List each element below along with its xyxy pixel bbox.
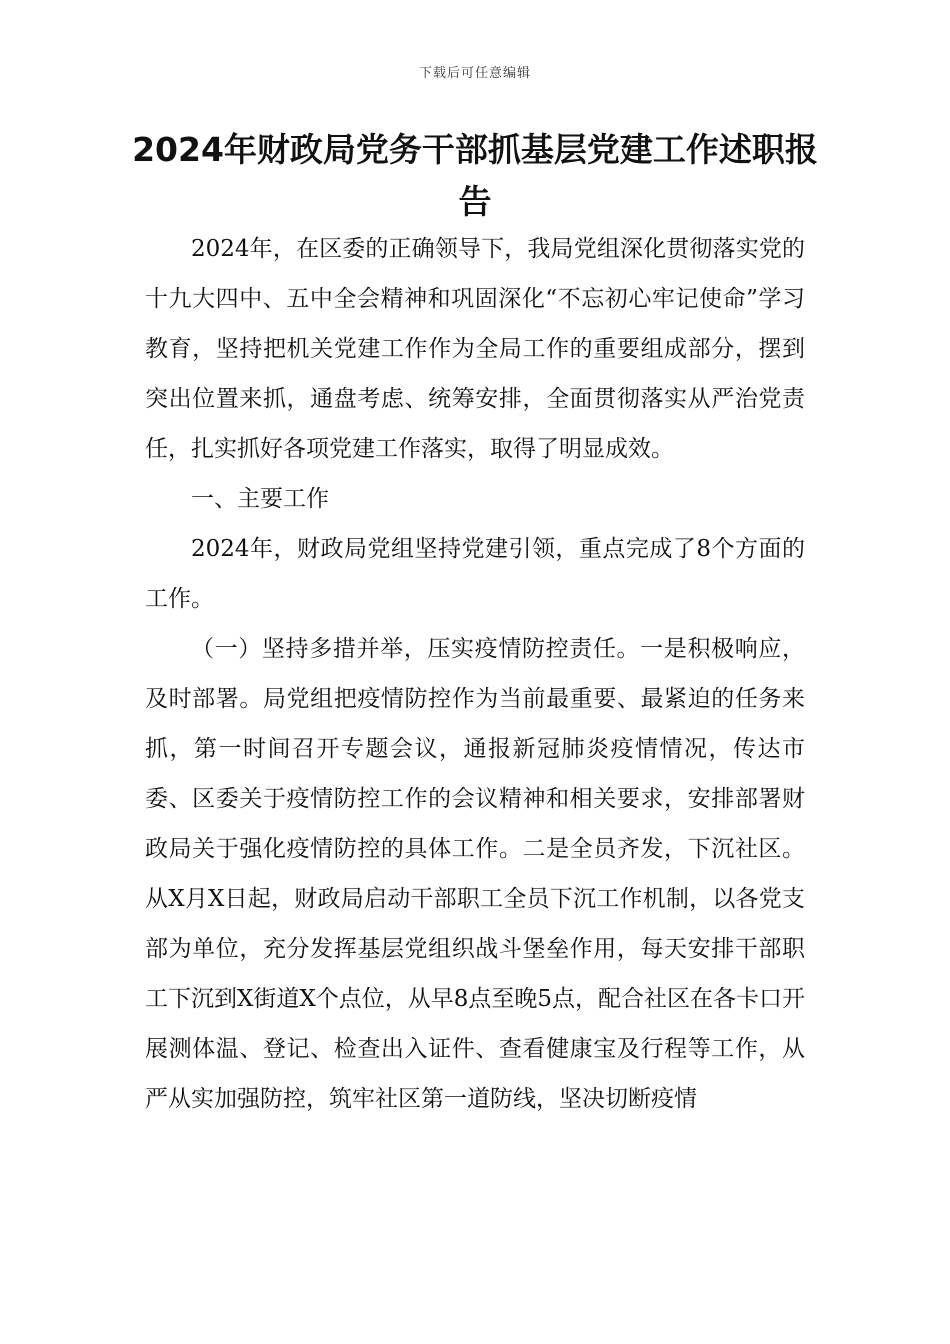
paragraph-epidemic-control: （一）坚持多措并举，压实疫情防控责任。一是积极响应，及时部署。局党组把疫情防控作为当前最重要、最紧迫的任务来抓，第一时间召开专题会议，通报新冠肺炎疫情情况，传达市委、区委关于疫情防控工作的会议精神和相关要求，安排部署财政局关于强化疫情防控的具体工作。二是全员齐发，下沉社区。从X月X日起，财政局启动干部职工全员下沉工作机制，以各党支部为单位，充分发挥基层党组织战斗堡垒作用，每天安排干部职工下沉到X街道X个点位，从早8点至晚5点，配合社区在各卡口开展测体温、登记、检查出入证件、查看健康宝及行程等工作，从严从实加强防控，筑牢社区第一道防线，坚决切断疫情 [145,636,806,1112]
page-title: 2024年财政局党务干部抓基层党建工作述职报告 [132,130,818,221]
document-body [145,224,805,1124]
paragraph-summary: 2024年，财政局党组坚持党建引领，重点完成了8个方面的工作。 [145,536,805,612]
paragraph-intro: 2024年，在区委的正确领导下，我局党组深化贯彻落实党的十九大四中、五中全会精神和巩固深化“不忘初心牢记使命”学习教育，坚持把机关党建工作作为全局工作的重要组成部分，摆到突出位置来抓，通盘考虑、统筹安排，全面贯彻落实从严治党责任，扎实抓好各项党建工作落实，取得了明显成效。 [145,236,805,462]
section-heading-main-work: 一、主要工作 [191,486,329,512]
header-note: 下载后可任意编辑 [418,66,531,81]
